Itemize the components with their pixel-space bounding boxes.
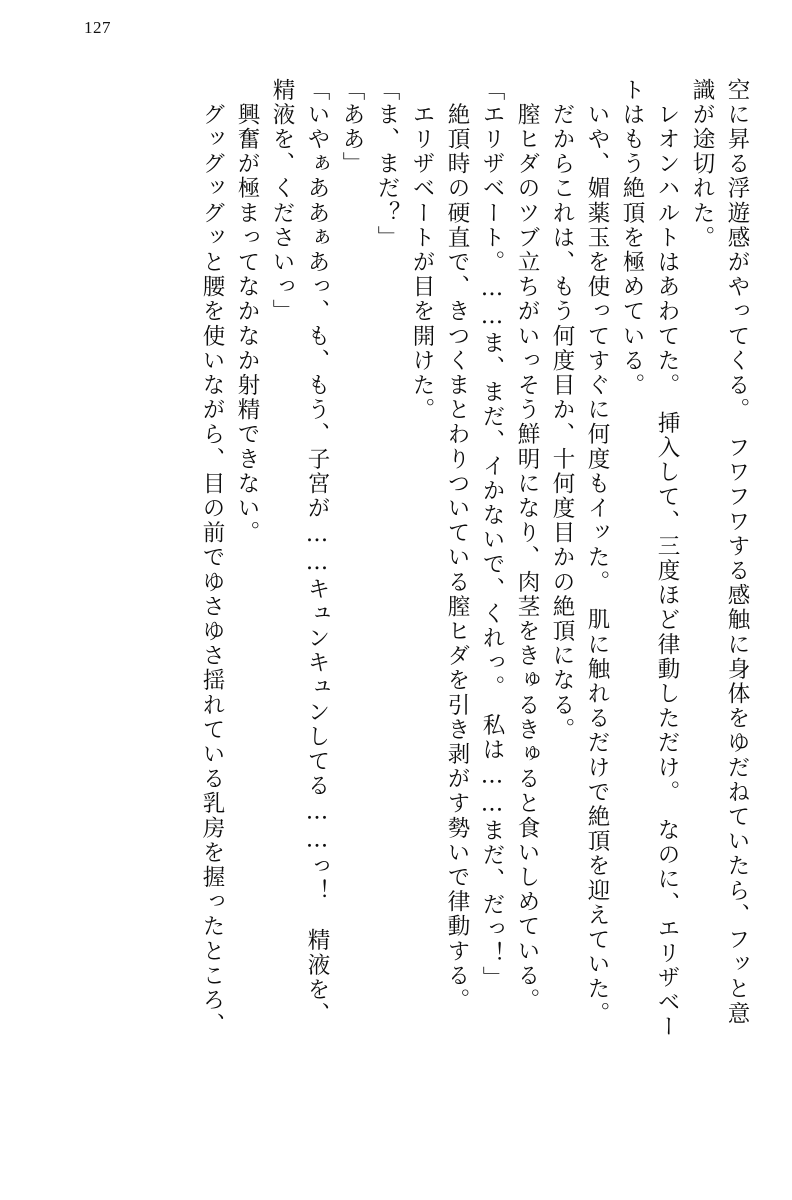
text-line: 「ま、まだ？」 <box>374 78 400 251</box>
text-line: 「いやぁああぁあっ、も、もう、子宮が……キュンキュンしてる……っ！ 精液を、 <box>304 78 330 1027</box>
text-line: 興奮が極まってなかなか射精できない。 <box>234 78 260 546</box>
page-number: 127 <box>84 18 111 37</box>
text-line: 精液を、くださいっ」 <box>269 78 295 324</box>
text-line: 絶頂時の硬直で、きつくまとわりついている膣ヒダを引き剥がす勢いで律動する。 <box>444 78 470 1013</box>
text-line: 「ああ」 <box>339 78 365 177</box>
text-line: グッグッグッと腰を使いながら、目の前でゆさゆさ揺れている乳房を握ったところ、 <box>199 78 225 1038</box>
text-line: エリザベートが目を開けた。 <box>409 78 435 423</box>
text-line: レオンハルトはあわてた。 挿入して、三度ほど律動しただけ。 なのに、エリザベー <box>654 78 680 1040</box>
text-line: いや、媚薬玉を使ってすぐに何度もイッた。 肌に触れるだけで絶頂を迎えていた。 <box>584 78 610 1027</box>
text-line: トはもう絶頂を極めている。 <box>619 78 645 398</box>
text-line: 「エリザベート。……ま、まだ、イかないで、くれっ。 私は……まだ、だっ！」 <box>479 78 505 991</box>
text-line: 膣ヒダのツブ立ちがいっそう鮮明になり、肉茎をきゅるきゅると食いしめている。 <box>514 78 540 1013</box>
text-line: 空に昇る浮遊感がやってくる。 フワフワする感触に身体をゆだねていたら、フッと意 <box>724 78 750 1027</box>
text-line: 識が途切れた。 <box>689 78 715 251</box>
vertical-body-text <box>44 78 748 1168</box>
text-line: だからこれは、もう何度目か、十何度目かの絶頂になる。 <box>549 78 575 743</box>
